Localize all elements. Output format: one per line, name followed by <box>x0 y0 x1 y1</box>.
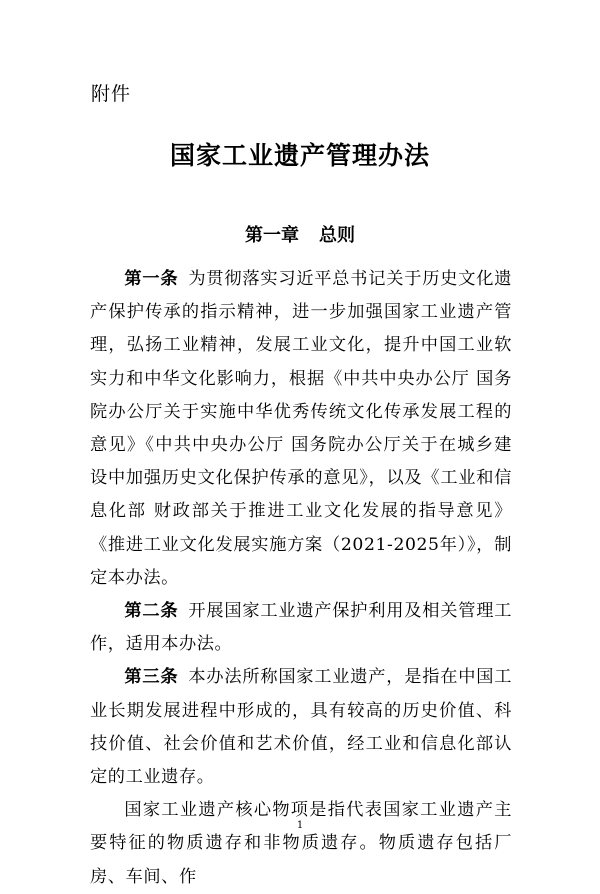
article-text: 开展国家工业遗产保护利用及相关管理工作，适用本办法。 <box>90 601 512 655</box>
article-label: 第一条 <box>124 269 179 289</box>
chapter-title: 总则 <box>319 225 355 246</box>
article-paragraph <box>90 595 512 661</box>
document-body <box>90 263 512 894</box>
chapter-heading <box>0 224 600 248</box>
article-paragraph <box>90 263 512 595</box>
attachment-label: 附件 <box>91 83 132 105</box>
article-text: 本办法所称国家工业遗产，是指在中国工业长期发展进程中形成的，具有较高的历史价值、科技价值、社会价值和艺术价值，经工业和信息化部认定的工业遗存。 <box>90 667 512 788</box>
page-number: 1 <box>296 820 304 831</box>
article-label: 第三条 <box>124 667 179 688</box>
article-label: 第二条 <box>124 601 179 622</box>
chapter-number: 第一章 <box>245 225 299 246</box>
article-paragraph <box>90 661 512 794</box>
article-text: 为贯彻落实习近平总书记关于历史文化遗产保护传承的指示精神，进一步加强国家工业遗产管理，弘扬工业精神，发展工业文化，提升中国工业软实力和中华文化影响力，根据《中共中央办公厅 国务院办公厅关于实施中华优秀传统文化传承发展工程的意见》《中共中央办公厅 国务院办公厅关于在城乡建设中加强历史文化保护传承的意见》，以及《工业和信息化部 财政部关于推进工业文化发展的指导意见》《推进工业文化发展实施方案（2021-2025年）》，制定本办法。 <box>90 269 512 588</box>
document-title: 国家工业遗产管理办法 <box>169 141 430 170</box>
body-paragraph: 国家工业遗产核心物项是指代表国家工业遗产主要特征的物质遗存和非物质遗存。物质遗存包括厂房、车间、作 <box>90 800 512 887</box>
